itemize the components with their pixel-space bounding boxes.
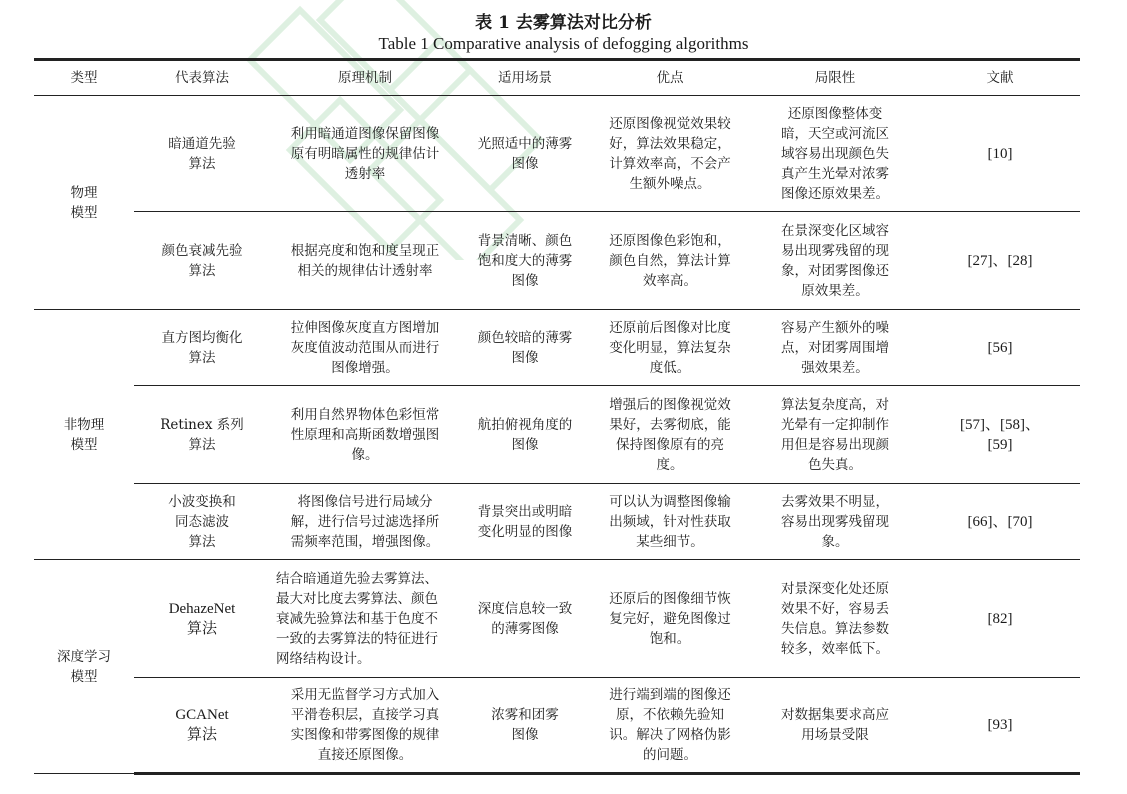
advantages-cell: 还原后的图像细节恢 复完好，避免图像过 饱和。 <box>590 560 750 678</box>
scene-cell: 背景清晰、颜色 饱和度大的薄雾 图像 <box>460 212 590 310</box>
principle-cell: 将图像信号进行局域分 解，进行信号过滤选择所 需频率范围，增强图像。 <box>270 484 460 560</box>
category-nonphysical: 非物理 模型 <box>34 310 134 560</box>
table-row <box>34 386 1080 484</box>
header-type: 类型 <box>34 60 134 96</box>
table-row <box>34 96 1080 212</box>
table-row <box>34 560 1080 678</box>
algorithm-cell: 暗通道先验 算法 <box>134 96 270 212</box>
scene-cell: 航拍俯视角度的 图像 <box>460 386 590 484</box>
principle-cell: 结合暗通道先验去雾算法、 最大对比度去雾算法、颜色 衰减先验算法和基于色度不 一致的去雾算法的特征进行 网络结构设计。 <box>270 560 460 678</box>
header-algorithm: 代表算法 <box>134 60 270 96</box>
scene-cell: 光照适中的薄雾 图像 <box>460 96 590 212</box>
refs-cell: [57]、[58]、 [59] <box>920 386 1080 484</box>
advantages-cell: 增强后的图像视觉效 果好，去雾彻底，能 保持图像原有的亮 度。 <box>590 386 750 484</box>
scene-cell: 深度信息较一致 的薄雾图像 <box>460 560 590 678</box>
limitations-cell: 去雾效果不明显， 容易出现雾残留现 象。 <box>750 484 920 560</box>
header-scene: 适用场景 <box>460 60 590 96</box>
advantages-cell: 进行端到端的图像还 原，不依赖先验知 识。解决了网格伪影 的问题。 <box>590 678 750 774</box>
header-limitations: 局限性 <box>750 60 920 96</box>
scene-cell: 浓雾和团雾 图像 <box>460 678 590 774</box>
advantages-cell: 还原图像视觉效果较 好，算法效果稳定， 计算效率高，不会产 生额外噪点。 <box>590 96 750 212</box>
refs-cell: [82] <box>920 560 1080 678</box>
header-refs: 文献 <box>920 60 1080 96</box>
algorithm-cell: 直方图均衡化 算法 <box>134 310 270 386</box>
table-row <box>34 484 1080 560</box>
algorithm-cell: DehazeNet 算法 <box>134 560 270 678</box>
advantages-cell: 还原图像色彩饱和， 颜色自然，算法计算 效率高。 <box>590 212 750 310</box>
refs-cell: [93] <box>920 678 1080 774</box>
scene-cell: 颜色较暗的薄雾 图像 <box>460 310 590 386</box>
principle-cell: 根据亮度和饱和度呈现正 相关的规律估计透射率 <box>270 212 460 310</box>
header-principle: 原理机制 <box>270 60 460 96</box>
scene-cell: 背景突出或明暗 变化明显的图像 <box>460 484 590 560</box>
refs-cell: [66]、[70] <box>920 484 1080 560</box>
advantages-cell: 可以认为调整图像输 出频域，针对性获取 某些细节。 <box>590 484 750 560</box>
table-caption-en: Table 1 Comparative analysis of defogging algorithms <box>378 34 749 53</box>
limitations-cell: 还原图像整体变 暗，天空或河流区 域容易出现颜色失 真产生光晕对浓雾 图像还原效果差。 <box>750 96 920 212</box>
limitations-cell: 容易产生额外的噪 点，对团雾周围增 强效果差。 <box>750 310 920 386</box>
header-advantages: 优点 <box>590 60 750 96</box>
limitations-cell: 对数据集要求高应 用场景受限 <box>750 678 920 774</box>
header-row <box>34 60 1080 96</box>
table-row <box>34 678 1080 774</box>
category-physical: 物理 模型 <box>34 96 134 310</box>
table-caption-zh: 表 1 去雾算法对比分析 <box>475 13 652 33</box>
table-row <box>34 212 1080 310</box>
principle-cell: 采用无监督学习方式加入 平滑卷积层，直接学习真 实图像和带雾图像的规律 直接还原图像。 <box>270 678 460 774</box>
algorithm-cell: 小波变换和 同态滤波 算法 <box>134 484 270 560</box>
principle-cell: 利用暗通道图像保留图像 原有明暗属性的规律估计 透射率 <box>270 96 460 212</box>
limitations-cell: 算法复杂度高，对 光晕有一定抑制作 用但是容易出现颜 色失真。 <box>750 386 920 484</box>
advantages-cell: 还原前后图像对比度 变化明显，算法复杂 度低。 <box>590 310 750 386</box>
principle-cell: 利用自然界物体色彩恒常 性原理和高斯函数增强图 像。 <box>270 386 460 484</box>
comparison-table <box>34 58 1080 775</box>
category-deep-learning: 深度学习 模型 <box>34 560 134 774</box>
algorithm-cell: Retinex 系列 算法 <box>134 386 270 484</box>
refs-cell: [56] <box>920 310 1080 386</box>
algorithm-cell: 颜色衰减先验 算法 <box>134 212 270 310</box>
table-row <box>34 310 1080 386</box>
limitations-cell: 对景深变化处还原 效果不好，容易丢 失信息。算法参数 较多，效率低下。 <box>750 560 920 678</box>
algorithm-cell: GCANet 算法 <box>134 678 270 774</box>
principle-cell: 拉伸图像灰度直方图增加 灰度值波动范围从而进行 图像增强。 <box>270 310 460 386</box>
limitations-cell: 在景深变化区域容 易出现雾残留的现 象，对团雾图像还 原效果差。 <box>750 212 920 310</box>
refs-cell: [10] <box>920 96 1080 212</box>
refs-cell: [27]、[28] <box>920 212 1080 310</box>
